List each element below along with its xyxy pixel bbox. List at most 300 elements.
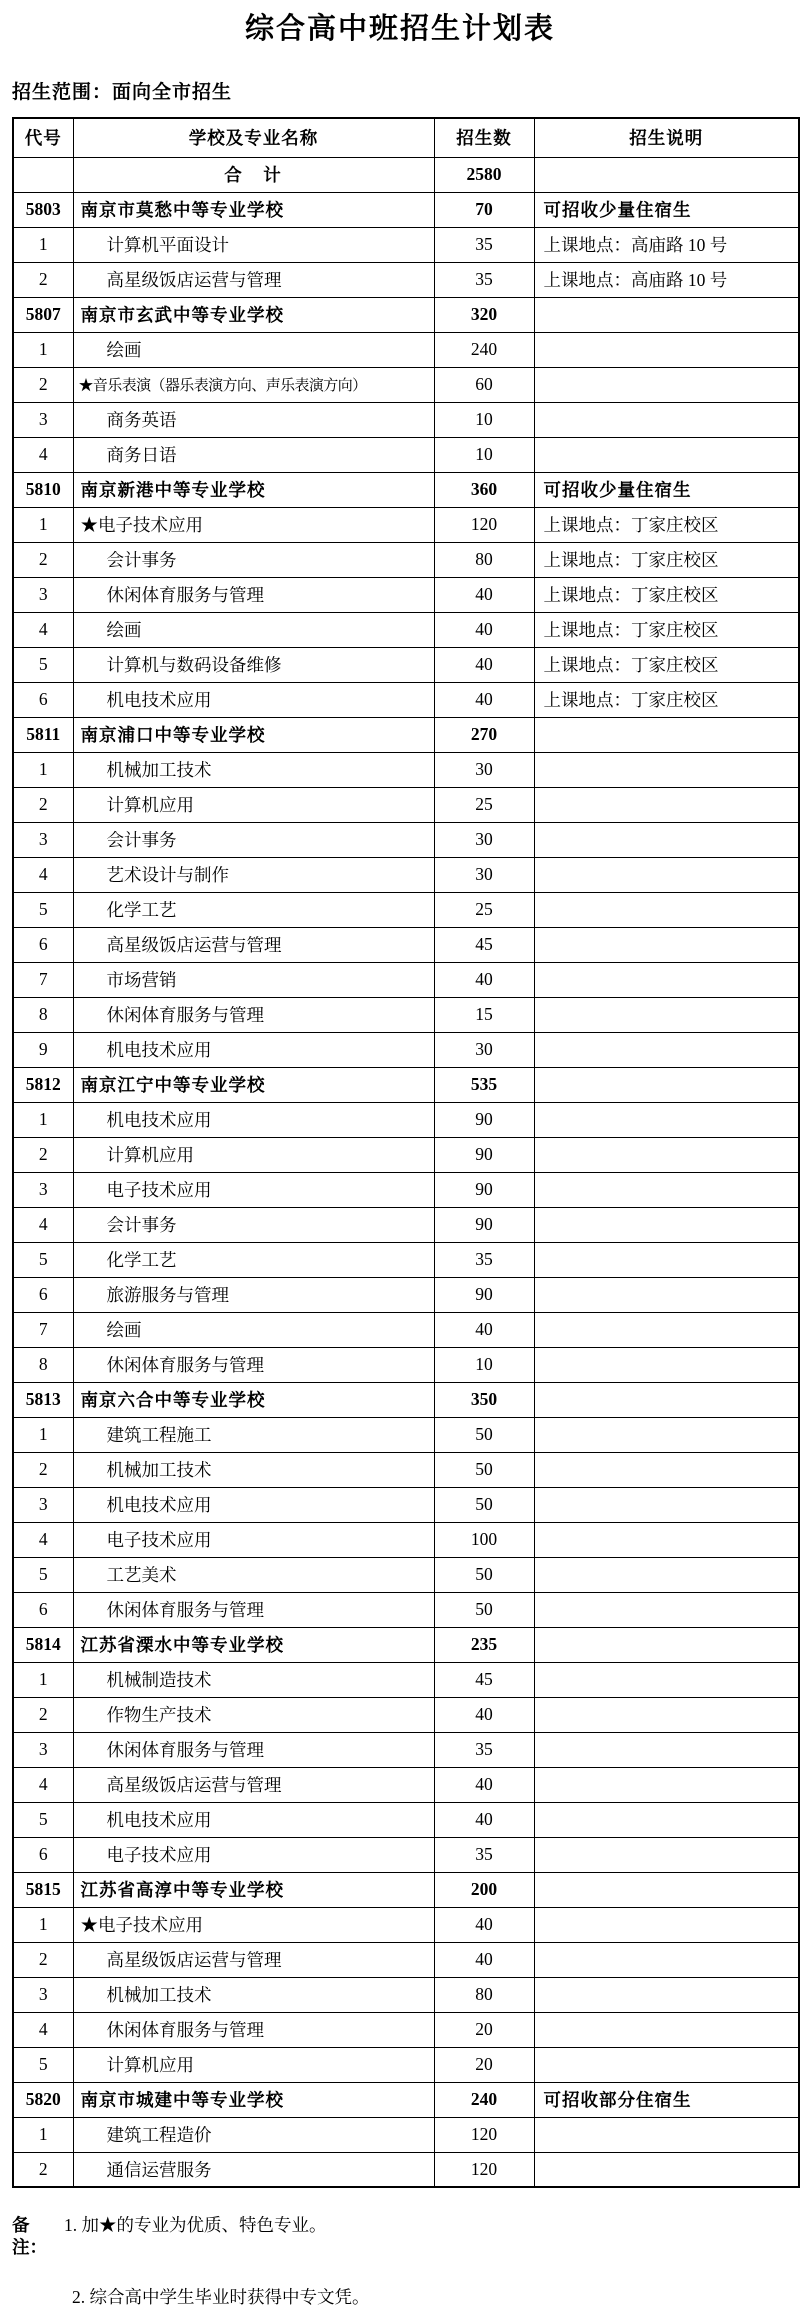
table-row — [13, 1277, 799, 1312]
row-count-cell: 535 — [434, 1067, 534, 1102]
table-row — [13, 962, 799, 997]
row-count-cell: 100 — [434, 1522, 534, 1557]
row-code-cell: 5807 — [13, 297, 73, 332]
table-row — [13, 227, 799, 262]
row-code-cell: 4 — [13, 437, 73, 472]
table-body — [13, 157, 799, 2187]
row-name-cell: 会计事务 — [73, 542, 434, 577]
row-note-cell — [534, 1767, 799, 1802]
row-count-cell: 50 — [434, 1452, 534, 1487]
table-row — [13, 787, 799, 822]
row-name-cell: 南京新港中等专业学校 — [73, 472, 434, 507]
row-count-cell: 10 — [434, 1347, 534, 1382]
table-row — [13, 1767, 799, 1802]
row-count-cell: 20 — [434, 2047, 534, 2082]
row-note-cell — [534, 297, 799, 332]
row-code-cell: 1 — [13, 227, 73, 262]
table-row — [13, 577, 799, 612]
row-code-cell: 4 — [13, 2012, 73, 2047]
table-row — [13, 1592, 799, 1627]
row-name-cell: 南京六合中等专业学校 — [73, 1382, 434, 1417]
row-count-cell: 60 — [434, 367, 534, 402]
row-note-cell — [534, 997, 799, 1032]
row-code-cell: 6 — [13, 1277, 73, 1312]
row-code-cell: 5810 — [13, 472, 73, 507]
row-count-cell: 320 — [434, 297, 534, 332]
row-note-cell — [534, 1977, 799, 2012]
row-name-cell: 计算机与数码设备维修 — [73, 647, 434, 682]
row-name-cell: 休闲体育服务与管理 — [73, 1732, 434, 1767]
row-code-cell: 2 — [13, 1697, 73, 1732]
row-note-cell: 上课地点：丁家庄校区 — [534, 612, 799, 647]
row-code-cell: 5 — [13, 1242, 73, 1277]
row-count-cell: 40 — [434, 1697, 534, 1732]
table-row — [13, 1102, 799, 1137]
row-note-cell — [534, 752, 799, 787]
row-count-cell: 40 — [434, 682, 534, 717]
row-note-cell — [534, 1627, 799, 1662]
table-row — [13, 437, 799, 472]
row-code-cell: 1 — [13, 752, 73, 787]
row-code-cell: 6 — [13, 1837, 73, 1872]
table-row — [13, 1872, 799, 1907]
row-name-cell: 计算机应用 — [73, 1137, 434, 1172]
row-code-cell: 2 — [13, 1452, 73, 1487]
column-header-count: 招生数 — [434, 118, 534, 157]
table-row — [13, 1732, 799, 1767]
table-row — [13, 192, 799, 227]
row-count-cell: 45 — [434, 1662, 534, 1697]
row-name-cell: 商务英语 — [73, 402, 434, 437]
row-name-cell: 计算机应用 — [73, 2047, 434, 2082]
row-name-cell: 艺术设计与制作 — [73, 857, 434, 892]
row-code-cell: 5811 — [13, 717, 73, 752]
row-code-cell: 1 — [13, 2117, 73, 2152]
table-row — [13, 507, 799, 542]
table-row — [13, 1137, 799, 1172]
table-row — [13, 1697, 799, 1732]
row-name-cell: 江苏省高淳中等专业学校 — [73, 1872, 434, 1907]
table-row — [13, 1242, 799, 1277]
row-code-cell: 7 — [13, 962, 73, 997]
row-name-cell: 休闲体育服务与管理 — [73, 2012, 434, 2047]
row-code-cell: 3 — [13, 1172, 73, 1207]
row-name-cell: 旅游服务与管理 — [73, 1277, 434, 1312]
row-count-cell: 30 — [434, 1032, 534, 1067]
column-header-name: 学校及专业名称 — [73, 118, 434, 157]
table-header-row — [13, 118, 799, 157]
row-count-cell: 40 — [434, 962, 534, 997]
row-note-cell — [534, 1382, 799, 1417]
table-row — [13, 402, 799, 437]
row-name-cell: ★音乐表演（器乐表演方向、声乐表演方向） — [73, 367, 434, 402]
row-note-cell — [534, 2152, 799, 2187]
row-count-cell: 240 — [434, 2082, 534, 2117]
row-code-cell: 7 — [13, 1312, 73, 1347]
row-code-cell — [13, 157, 73, 192]
row-count-cell: 25 — [434, 892, 534, 927]
table-row — [13, 1802, 799, 1837]
row-note-cell — [534, 1907, 799, 1942]
row-count-cell: 120 — [434, 2117, 534, 2152]
row-name-cell: 会计事务 — [73, 1207, 434, 1242]
row-note-cell — [534, 1102, 799, 1137]
row-count-cell: 240 — [434, 332, 534, 367]
table-row — [13, 332, 799, 367]
row-count-cell: 40 — [434, 1907, 534, 1942]
row-code-cell: 5813 — [13, 1382, 73, 1417]
footnote-text-1: 1. 加★的专业为优质、特色专业。 — [64, 2215, 327, 2235]
row-count-cell: 80 — [434, 542, 534, 577]
row-note-cell — [534, 892, 799, 927]
row-note-cell — [534, 857, 799, 892]
row-note-cell — [534, 1417, 799, 1452]
table-row — [13, 1347, 799, 1382]
row-name-cell: 化学工艺 — [73, 892, 434, 927]
table-row — [13, 542, 799, 577]
row-code-cell: 5 — [13, 1802, 73, 1837]
row-code-cell: 5803 — [13, 192, 73, 227]
table-row — [13, 1312, 799, 1347]
table-row — [13, 997, 799, 1032]
row-note-cell — [534, 717, 799, 752]
table-row — [13, 1417, 799, 1452]
row-count-cell: 90 — [434, 1277, 534, 1312]
table-row — [13, 297, 799, 332]
footnote-line-2 — [12, 2286, 800, 2308]
row-code-cell: 5 — [13, 892, 73, 927]
row-code-cell: 9 — [13, 1032, 73, 1067]
row-count-cell: 35 — [434, 1837, 534, 1872]
row-note-cell — [534, 1172, 799, 1207]
row-note-cell — [534, 1662, 799, 1697]
table-header — [13, 118, 799, 157]
row-code-cell: 1 — [13, 332, 73, 367]
column-header-note: 招生说明 — [534, 118, 799, 157]
row-code-cell: 1 — [13, 1907, 73, 1942]
row-count-cell: 200 — [434, 1872, 534, 1907]
row-note-cell: 上课地点：丁家庄校区 — [534, 682, 799, 717]
row-name-cell: 机械加工技术 — [73, 1977, 434, 2012]
row-name-cell: 机电技术应用 — [73, 682, 434, 717]
row-count-cell: 40 — [434, 1942, 534, 1977]
row-code-cell: 2 — [13, 262, 73, 297]
table-row — [13, 857, 799, 892]
row-count-cell: 40 — [434, 577, 534, 612]
row-name-cell: 机电技术应用 — [73, 1032, 434, 1067]
row-name-cell: 绘画 — [73, 612, 434, 647]
row-code-cell: 8 — [13, 997, 73, 1032]
row-name-cell: ★电子技术应用 — [73, 1907, 434, 1942]
table-row — [13, 647, 799, 682]
row-name-cell: ★电子技术应用 — [73, 507, 434, 542]
row-note-cell: 上课地点：丁家庄校区 — [534, 647, 799, 682]
row-count-cell: 2580 — [434, 157, 534, 192]
table-row — [13, 1487, 799, 1522]
row-code-cell: 3 — [13, 822, 73, 857]
row-note-cell — [534, 1242, 799, 1277]
row-code-cell: 5 — [13, 1557, 73, 1592]
row-code-cell: 5 — [13, 647, 73, 682]
row-code-cell: 2 — [13, 1942, 73, 1977]
row-name-cell: 休闲体育服务与管理 — [73, 577, 434, 612]
row-name-cell: 绘画 — [73, 332, 434, 367]
row-count-cell: 40 — [434, 1767, 534, 1802]
row-name-cell: 建筑工程施工 — [73, 1417, 434, 1452]
row-name-cell: 南京市玄武中等专业学校 — [73, 297, 434, 332]
row-name-cell: 会计事务 — [73, 822, 434, 857]
row-note-cell — [534, 962, 799, 997]
table-row — [13, 752, 799, 787]
row-name-cell: 通信运营服务 — [73, 2152, 434, 2187]
row-note-cell — [534, 1802, 799, 1837]
row-name-cell: 电子技术应用 — [73, 1837, 434, 1872]
row-count-cell: 25 — [434, 787, 534, 822]
row-name-cell: 作物生产技术 — [73, 1697, 434, 1732]
row-count-cell: 50 — [434, 1557, 534, 1592]
row-count-cell: 15 — [434, 997, 534, 1032]
row-count-cell: 30 — [434, 822, 534, 857]
row-code-cell: 1 — [13, 1102, 73, 1137]
row-name-cell: 南京市莫愁中等专业学校 — [73, 192, 434, 227]
table-row — [13, 892, 799, 927]
row-note-cell — [534, 402, 799, 437]
row-count-cell: 45 — [434, 927, 534, 962]
row-note-cell — [534, 437, 799, 472]
footnote-label: 备注： — [12, 2215, 47, 2257]
row-code-cell: 2 — [13, 2152, 73, 2187]
row-note-cell: 可招收少量住宿生 — [534, 192, 799, 227]
row-code-cell: 3 — [13, 1977, 73, 2012]
table-row — [13, 822, 799, 857]
row-name-cell: 高星级饭店运营与管理 — [73, 1767, 434, 1802]
row-count-cell: 50 — [434, 1417, 534, 1452]
table-row — [13, 1067, 799, 1102]
column-header-code: 代号 — [13, 118, 73, 157]
row-name-cell: 合 计 — [73, 157, 434, 192]
row-code-cell: 2 — [13, 542, 73, 577]
row-note-cell — [534, 1732, 799, 1767]
enrollment-plan-table — [12, 117, 800, 2188]
row-count-cell: 10 — [434, 402, 534, 437]
row-note-cell — [534, 1452, 799, 1487]
row-note-cell: 上课地点：高庙路 10 号 — [534, 262, 799, 297]
row-count-cell: 90 — [434, 1137, 534, 1172]
row-count-cell: 10 — [434, 437, 534, 472]
row-note-cell — [534, 822, 799, 857]
row-code-cell: 5815 — [13, 1872, 73, 1907]
row-name-cell: 市场营销 — [73, 962, 434, 997]
row-name-cell: 机械制造技术 — [73, 1662, 434, 1697]
table-row — [13, 1627, 799, 1662]
table-row — [13, 2012, 799, 2047]
table-row — [13, 1032, 799, 1067]
row-code-cell: 5812 — [13, 1067, 73, 1102]
table-row — [13, 262, 799, 297]
row-count-cell: 120 — [434, 2152, 534, 2187]
row-name-cell: 建筑工程造价 — [73, 2117, 434, 2152]
table-row — [13, 157, 799, 192]
row-note-cell — [534, 1347, 799, 1382]
row-name-cell: 江苏省溧水中等专业学校 — [73, 1627, 434, 1662]
row-note-cell — [534, 1592, 799, 1627]
row-count-cell: 30 — [434, 857, 534, 892]
row-name-cell: 机电技术应用 — [73, 1802, 434, 1837]
row-name-cell: 南京市城建中等专业学校 — [73, 2082, 434, 2117]
row-code-cell: 5814 — [13, 1627, 73, 1662]
footnote-line-1 — [12, 2214, 800, 2258]
row-count-cell: 90 — [434, 1172, 534, 1207]
row-note-cell — [534, 1277, 799, 1312]
row-code-cell: 2 — [13, 787, 73, 822]
row-count-cell: 350 — [434, 1382, 534, 1417]
table-row — [13, 927, 799, 962]
row-note-cell: 可招收部分住宿生 — [534, 2082, 799, 2117]
table-row — [13, 1382, 799, 1417]
row-count-cell: 70 — [434, 192, 534, 227]
row-name-cell: 电子技术应用 — [73, 1522, 434, 1557]
row-note-cell — [534, 1557, 799, 1592]
row-count-cell: 40 — [434, 647, 534, 682]
row-count-cell: 50 — [434, 1487, 534, 1522]
row-code-cell: 6 — [13, 1592, 73, 1627]
row-note-cell — [534, 1032, 799, 1067]
row-count-cell: 40 — [434, 612, 534, 647]
row-code-cell: 2 — [13, 1137, 73, 1172]
row-name-cell: 计算机平面设计 — [73, 227, 434, 262]
row-code-cell: 3 — [13, 1487, 73, 1522]
row-code-cell: 2 — [13, 367, 73, 402]
table-row — [13, 1557, 799, 1592]
footnote-text-2: 2. 综合高中学生毕业时获得中专文凭。 — [72, 2287, 370, 2307]
row-note-cell — [534, 1942, 799, 1977]
row-note-cell — [534, 787, 799, 822]
row-note-cell — [534, 1067, 799, 1102]
table-row — [13, 1837, 799, 1872]
row-name-cell: 高星级饭店运营与管理 — [73, 927, 434, 962]
row-code-cell: 4 — [13, 1767, 73, 1802]
row-code-cell: 1 — [13, 1417, 73, 1452]
row-note-cell: 上课地点：高庙路 10 号 — [534, 227, 799, 262]
row-code-cell: 1 — [13, 1662, 73, 1697]
row-name-cell: 计算机应用 — [73, 787, 434, 822]
row-code-cell: 3 — [13, 577, 73, 612]
table-row — [13, 1172, 799, 1207]
row-code-cell: 4 — [13, 1522, 73, 1557]
row-code-cell: 6 — [13, 927, 73, 962]
row-code-cell: 5 — [13, 2047, 73, 2082]
row-code-cell: 3 — [13, 1732, 73, 1767]
table-row — [13, 682, 799, 717]
row-count-cell: 40 — [434, 1802, 534, 1837]
row-count-cell: 35 — [434, 227, 534, 262]
row-note-cell — [534, 1837, 799, 1872]
row-count-cell: 90 — [434, 1102, 534, 1137]
footnotes — [12, 2214, 800, 2308]
row-note-cell — [534, 1207, 799, 1242]
table-row — [13, 717, 799, 752]
row-note-cell — [534, 157, 799, 192]
row-count-cell: 90 — [434, 1207, 534, 1242]
row-note-cell: 上课地点：丁家庄校区 — [534, 542, 799, 577]
row-name-cell: 高星级饭店运营与管理 — [73, 262, 434, 297]
row-note-cell: 上课地点：丁家庄校区 — [534, 507, 799, 542]
row-code-cell: 6 — [13, 682, 73, 717]
table-row — [13, 2082, 799, 2117]
table-row — [13, 2152, 799, 2187]
row-note-cell — [534, 1137, 799, 1172]
row-name-cell: 工艺美术 — [73, 1557, 434, 1592]
row-name-cell: 机电技术应用 — [73, 1487, 434, 1522]
table-row — [13, 367, 799, 402]
row-count-cell: 50 — [434, 1592, 534, 1627]
row-note-cell — [534, 367, 799, 402]
row-code-cell: 4 — [13, 612, 73, 647]
table-row — [13, 1452, 799, 1487]
row-count-cell: 235 — [434, 1627, 534, 1662]
row-name-cell: 绘画 — [73, 1312, 434, 1347]
row-note-cell: 可招收少量住宿生 — [534, 472, 799, 507]
table-row — [13, 612, 799, 647]
page-title: 综合高中班招生计划表 — [244, 13, 555, 45]
row-note-cell — [534, 2047, 799, 2082]
table-row — [13, 1522, 799, 1557]
row-note-cell — [534, 1312, 799, 1347]
row-count-cell: 40 — [434, 1312, 534, 1347]
enrollment-scope-subtitle: 招生范围：面向全市招生 — [12, 82, 233, 103]
row-name-cell: 机械加工技术 — [73, 1452, 434, 1487]
row-note-cell — [534, 2117, 799, 2152]
row-name-cell: 南京浦口中等专业学校 — [73, 717, 434, 752]
row-count-cell: 20 — [434, 2012, 534, 2047]
row-code-cell: 1 — [13, 507, 73, 542]
row-count-cell: 270 — [434, 717, 534, 752]
table-row — [13, 1662, 799, 1697]
row-count-cell: 35 — [434, 1242, 534, 1277]
row-name-cell: 南京江宁中等专业学校 — [73, 1067, 434, 1102]
table-row — [13, 1907, 799, 1942]
row-name-cell: 机械加工技术 — [73, 752, 434, 787]
row-code-cell: 4 — [13, 1207, 73, 1242]
row-note-cell — [534, 1522, 799, 1557]
row-note-cell — [534, 1487, 799, 1522]
table-row — [13, 1977, 799, 2012]
row-count-cell: 35 — [434, 262, 534, 297]
row-name-cell: 休闲体育服务与管理 — [73, 1592, 434, 1627]
row-note-cell — [534, 1872, 799, 1907]
row-name-cell: 商务日语 — [73, 437, 434, 472]
row-code-cell: 3 — [13, 402, 73, 437]
row-code-cell: 8 — [13, 1347, 73, 1382]
row-name-cell: 机电技术应用 — [73, 1102, 434, 1137]
table-row — [13, 2117, 799, 2152]
row-name-cell: 化学工艺 — [73, 1242, 434, 1277]
row-note-cell — [534, 332, 799, 367]
row-note-cell: 上课地点：丁家庄校区 — [534, 577, 799, 612]
table-row — [13, 1942, 799, 1977]
row-count-cell: 360 — [434, 472, 534, 507]
row-count-cell: 35 — [434, 1732, 534, 1767]
row-name-cell: 休闲体育服务与管理 — [73, 997, 434, 1032]
row-code-cell: 4 — [13, 857, 73, 892]
row-name-cell: 休闲体育服务与管理 — [73, 1347, 434, 1382]
row-code-cell: 5820 — [13, 2082, 73, 2117]
row-count-cell: 120 — [434, 507, 534, 542]
table-row — [13, 1207, 799, 1242]
row-name-cell: 高星级饭店运营与管理 — [73, 1942, 434, 1977]
row-count-cell: 80 — [434, 1977, 534, 2012]
row-count-cell: 30 — [434, 752, 534, 787]
